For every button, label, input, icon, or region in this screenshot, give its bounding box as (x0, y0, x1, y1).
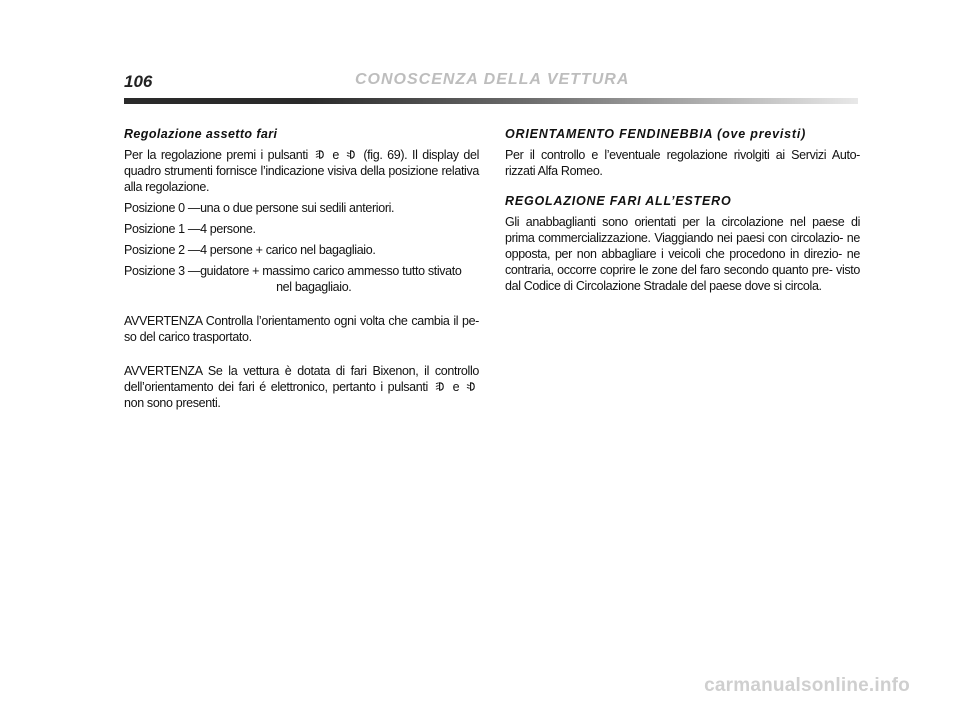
position-text: una o due persone sui sedili anteriori. (200, 201, 395, 215)
position-text: 4 persone + carico nel bagagliaio. (200, 243, 376, 257)
left-column (124, 127, 479, 416)
headlight-up-icon (315, 149, 326, 160)
warning-bixenon (124, 363, 479, 411)
position-label: Posizione 0 — (124, 201, 201, 215)
position-text-continued: nel bagagliaio. (276, 280, 352, 294)
watermark: carmanualsonline.info (704, 675, 910, 696)
headlight-up-icon (435, 381, 446, 392)
position-label: Posizione 2 — (124, 243, 201, 257)
position-text: 4 persone. (200, 222, 256, 236)
position-text: guidatore + massimo carico ammesso tutto stivato (200, 264, 462, 278)
spacer (124, 300, 479, 313)
running-title: CONOSCENZA DELLA VETTURA (355, 71, 630, 88)
section-heading-headlight-adjust: Regolazione assetto fari (124, 127, 278, 141)
spacer (505, 184, 860, 194)
page-number: 106 (124, 72, 153, 91)
header-rule (124, 98, 858, 104)
warning-bixenon-text-b: non sono presenti. (124, 396, 221, 410)
position-text-group (200, 263, 479, 295)
spacer (124, 350, 479, 363)
intro-text-a: Per la regolazione premi i pulsanti (124, 148, 308, 162)
headlight-down-icon (466, 381, 477, 392)
warning-bixenon-text-a: AVVERTENZA Se la vettura è dotata di fari Bixenon, il controllo dell’orientamento dei fari é elettronico, pertanto i pulsanti (124, 364, 479, 394)
position-label: Posizione 1 — (124, 222, 201, 236)
position-2-row (124, 242, 479, 258)
intro-and: e (332, 148, 339, 162)
position-3-row (124, 263, 479, 295)
right-column (505, 127, 860, 299)
position-1-row (124, 221, 479, 237)
position-0-row (124, 200, 479, 216)
foglight-paragraph: Per il controllo e l’eventuale regolazione rivolgiti ai Servizi Auto- rizzati Alfa Romeo. (505, 148, 860, 178)
intro-text-b: (fig. 69). Il display del quadro strumenti fornisce l’indicazione visiva della posizione relativa alla regolazione. (124, 148, 480, 194)
abroad-paragraph: Gli anabbaglianti sono orientati per la circolazione nel paese di prima commercializzazione. Viaggiando nei paesi con circolazio- ne opposta, per non abbagliare i veicoli che procedono in direzio- ne contraria, occorre coprire le zone del faro secondo quanto pre- visto dal Codice di Circolazione Stradale del paese dove si circola. (505, 215, 860, 293)
warning-load: AVVERTENZA Controlla l’orientamento ogni volta che cambia il pe- so del carico trasportato. (124, 314, 479, 344)
intro-paragraph (124, 147, 479, 195)
section-heading-abroad: REGOLAZIONE FARI ALL’ESTERO (505, 194, 732, 208)
warning-bixenon-and: e (452, 380, 460, 394)
position-label: Posizione 3 — (124, 264, 201, 278)
headlight-down-icon (346, 149, 357, 160)
section-heading-foglight: ORIENTAMENTO FENDINEBBIA (ove previsti) (505, 127, 807, 141)
